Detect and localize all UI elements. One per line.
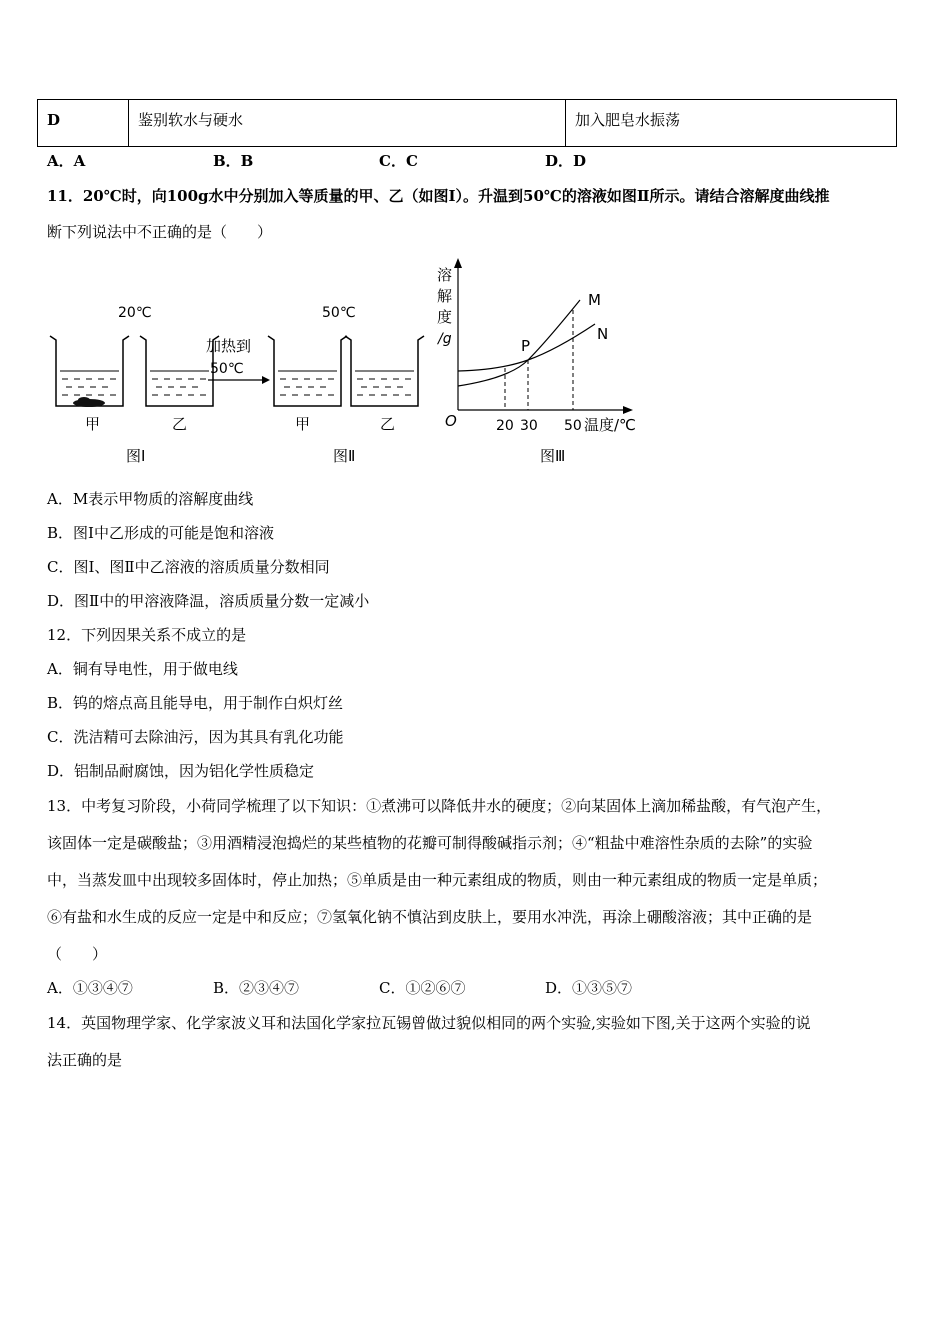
q11-option-c: C．图Ⅰ、图Ⅱ中乙溶液的溶质质量分数相同 — [47, 558, 330, 576]
q11-stem-line2: 断下列说法中不正确的是（ ） — [47, 223, 273, 241]
row-letter: D — [38, 100, 129, 146]
answer-table-row — [37, 99, 897, 147]
q13-option-b: B．②③④⑦ — [213, 979, 300, 997]
y-label-3: 度 — [437, 308, 453, 326]
curve-m — [458, 300, 580, 386]
q12-option-d: D．铝制品耐腐蚀，因为铝化学性质稳定 — [47, 762, 315, 780]
fig3-caption: 图Ⅲ — [540, 447, 566, 465]
q12-stem: 12．下列因果关系不成立的是 — [47, 626, 247, 644]
beaker-jia-20 — [50, 336, 129, 407]
x-tick-30: 30 — [520, 418, 538, 434]
x-axis-label: 温度/℃ — [584, 416, 636, 434]
fig2-caption: 图Ⅱ — [333, 447, 356, 465]
y-label-1: 溶 — [437, 266, 453, 284]
fig1-caption: 图I — [126, 447, 146, 465]
x-tick-50: 50 — [564, 418, 582, 434]
heat-arrow — [208, 376, 270, 384]
beaker-jia-label-1: 甲 — [85, 415, 101, 433]
q10-option-b: B．B — [213, 152, 254, 170]
q13-option-c: C．①②⑥⑦ — [379, 979, 466, 997]
q13-line2: 该固体一定是碳酸盐；③用酒精浸泡捣烂的某些植物的花瓣可制得酸碱指示剂；④“粗盐中难溶性杂质的去除”的实验 — [47, 834, 813, 852]
q12-option-c: C．洗洁精可去除油污，因为其具有乳化功能 — [47, 728, 344, 746]
temp1-label: 20℃ — [118, 305, 152, 321]
q11-option-a: A．M表示甲物质的溶解度曲线 — [47, 490, 254, 508]
q12-option-a: A．铜有导电性，用于做电线 — [47, 660, 238, 678]
heat-label-2: 50℃ — [210, 361, 244, 377]
q13-option-d: D．①③⑤⑦ — [545, 979, 633, 997]
q11-option-d: D．图Ⅱ中的甲溶液降温，溶质质量分数一定减小 — [47, 592, 370, 610]
q14-line2: 法正确的是 — [47, 1051, 123, 1069]
point-p-label: P — [521, 337, 531, 355]
q11-option-b: B．图I中乙形成的可能是饱和溶液 — [47, 524, 274, 542]
beaker-yi-label-2: 乙 — [380, 415, 396, 433]
q14-line1: 14．英国物理学家、化学家波义耳和法国化学家拉瓦锡曾做过貌似相同的两个实验,实验如下图,关于这两个实验的说 — [47, 1014, 811, 1032]
row-item: 鉴别软水与硬水 — [129, 100, 566, 146]
q13-line1: 13．中考复习阶段，小荷同学梳理了以下知识：①煮沸可以降低井水的硬度；②向某固体上滴加稀盐酸，有气泡产生， — [47, 797, 832, 815]
q11-figure — [40, 258, 650, 473]
beaker-jia-label-2: 甲 — [295, 415, 311, 433]
x-axis-arrow — [623, 406, 633, 414]
q13-line3: 中，当蒸发皿中出现较多固体时，停止加热；⑤单质是由一种元素组成的物质，则由一种元素组成的物质一定是单质； — [47, 871, 828, 889]
q10-option-a: A．A — [47, 152, 86, 170]
q10-options — [47, 151, 711, 171]
q13-option-a: A．①③④⑦ — [47, 979, 133, 997]
heat-label-1: 加热到 — [206, 337, 252, 355]
q13-options — [47, 978, 711, 998]
q13-line4: ⑥有盐和水生成的反应一定是中和反应；⑦氢氧化钠不慎沾到皮肤上，要用水冲洗，再涂上硼酸溶液；其中正确的是 — [47, 908, 813, 926]
y-label-2: 解 — [437, 287, 453, 305]
temp2-label: 50℃ — [322, 305, 356, 321]
y-label-unit: /g — [438, 331, 452, 347]
beaker-yi-50 — [345, 336, 424, 406]
beaker-yi-label-1: 乙 — [172, 415, 188, 433]
curve-n-label: N — [597, 325, 609, 343]
beaker-jia-50 — [268, 336, 347, 406]
origin-label: O — [445, 412, 457, 430]
row-method: 加入肥皂水振荡 — [575, 111, 681, 129]
y-axis-arrow — [454, 258, 462, 268]
q12-option-b: B．钨的熔点高且能导电，用于制作白炽灯丝 — [47, 694, 344, 712]
q13-line5: （ ） — [47, 945, 108, 963]
curve-m-label: M — [588, 291, 601, 309]
q10-option-c: C．C — [379, 152, 418, 170]
q11-stem-line1: 11．20℃时，向100g水中分别加入等质量的甲、乙（如图I）。升温到50℃的溶液如图Ⅱ所示。请结合溶解度曲线推 — [47, 187, 830, 205]
x-tick-20: 20 — [496, 418, 514, 434]
q10-option-d: D．D — [545, 152, 587, 170]
solubility-graph — [436, 258, 636, 434]
